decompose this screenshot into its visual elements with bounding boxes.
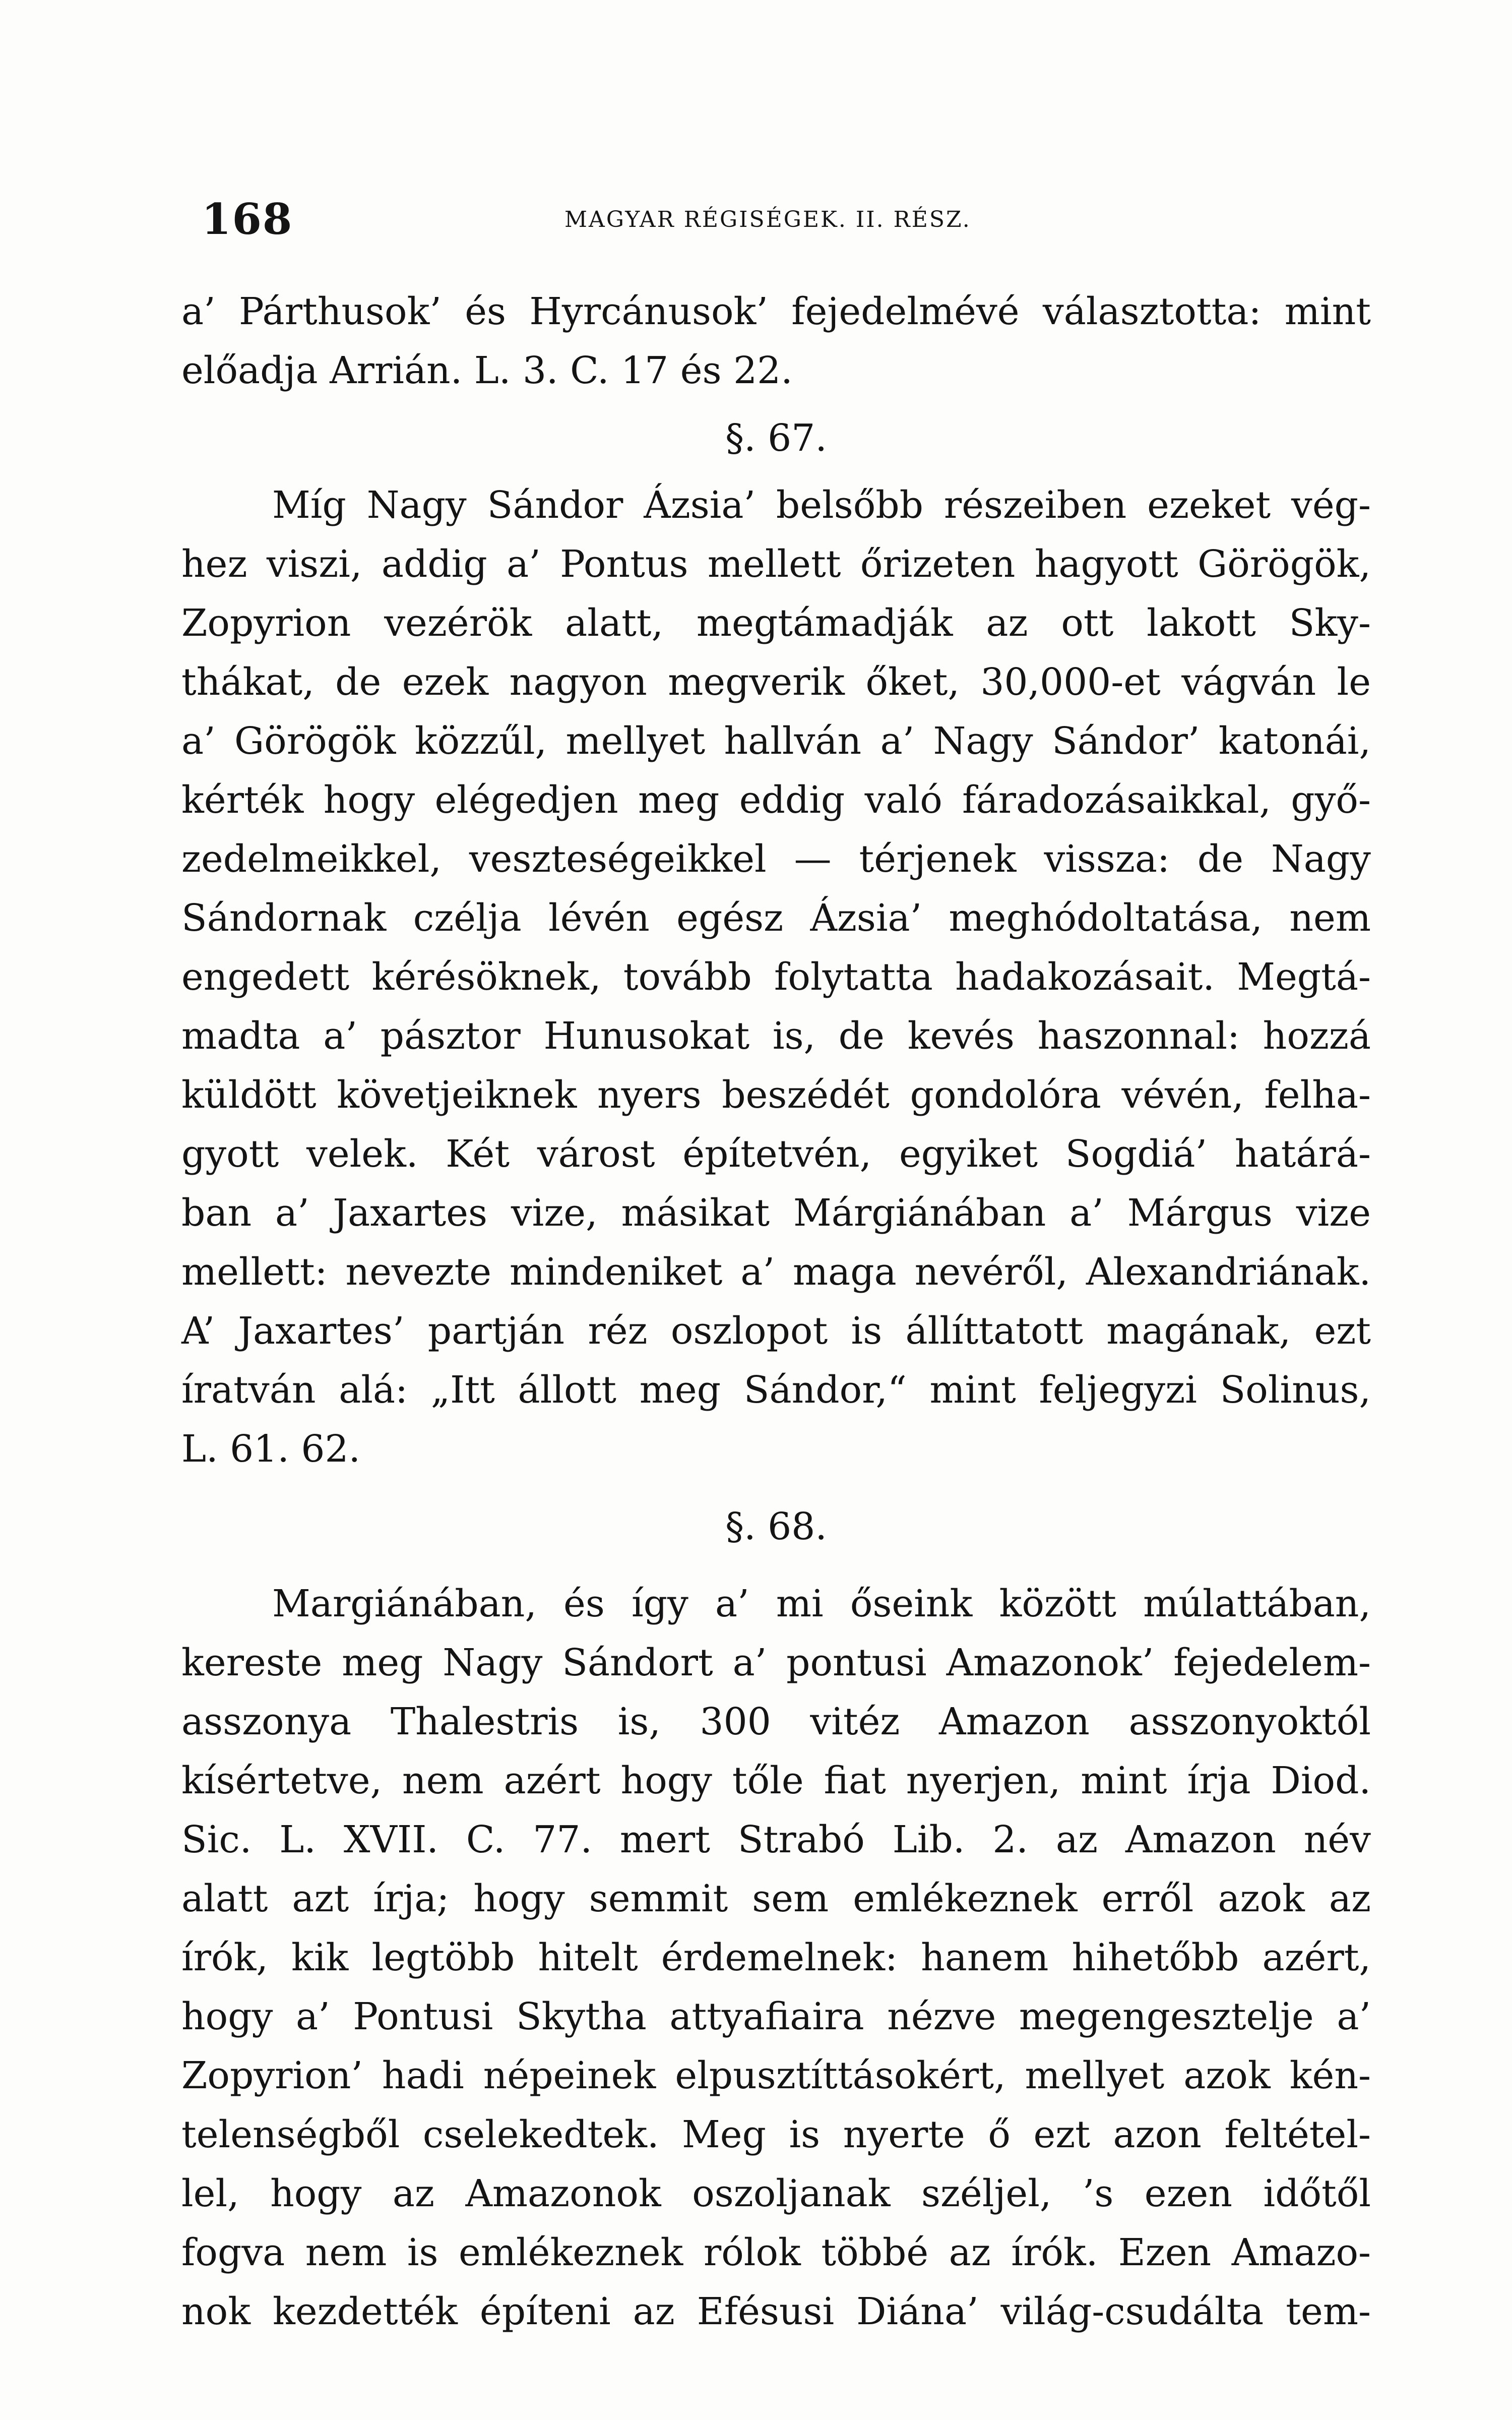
text-line: kérték hogy elégedjen meg eddig való fáradozásaikkal, győ- (181, 778, 1371, 822)
text-line: hez viszi, addig a’ Pontus mellett őrizeten hagyott Görögök, (181, 542, 1371, 586)
page-header (202, 194, 1361, 250)
text-line: alatt azt írja; hogy semmit sem emlékeznek erről azok az (181, 1877, 1371, 1920)
text-line: kísértetve, nem azért hogy tőle fiat nyerjen, mint írja Diod. (181, 1759, 1371, 1802)
text-line: Zopyrion vezérök alatt, megtámadják az ott lakott Sky- (181, 601, 1371, 645)
text-line: előadja Arrián. L. 3. C. 17 és 22. (181, 349, 793, 392)
text-line: küldött követjeiknek nyers beszédét gondolóra vévén, felha- (181, 1073, 1371, 1117)
text-line: nok kezdették építeni az Efésusi Diána’ világ-csudálta tem- (181, 2290, 1371, 2333)
section-heading-68: §. 68. (725, 1505, 827, 1548)
text-line: íratván alá: „Itt állott meg Sándor,“ mint feljegyzi Solinus, (181, 1368, 1371, 1412)
text-line: engedett kérésöknek, tovább folytatta hadakozásait. Megtá- (181, 955, 1371, 999)
text-line: gyott velek. Két várost építetvén, egyiket Sogdiá’ határá- (181, 1132, 1371, 1176)
text-line: thákat, de ezek nagyon megverik őket, 30,000-et vágván le (181, 660, 1371, 704)
text-line: hogy a’ Pontusi Skytha attyafiaira nézve megengesztelje a’ (181, 1995, 1371, 2038)
text-line: telenségből cselekedtek. Meg is nyerte ő ezt azon feltétel- (181, 2113, 1371, 2156)
section-heading-67: §. 67. (725, 416, 827, 460)
text-line: zedelmeikkel, veszteségeikkel — térjenek vissza: de Nagy (181, 837, 1371, 881)
text-line: ban a’ Jaxartes vize, másikat Márgiánában a’ Márgus vize (181, 1191, 1371, 1235)
running-head: MAGYAR RÉGISÉGEK. II. RÉSZ. (564, 207, 971, 232)
text-body (181, 282, 1371, 2341)
text-line: madta a’ pásztor Hunusokat is, de kevés haszonnal: hozzá (181, 1014, 1371, 1058)
text-line: a’ Párthusok’ és Hyrcánusok’ fejedelmévé választotta: mint (181, 290, 1371, 333)
text-line: a’ Görögök közzűl, mellyet hallván a’ Nagy Sándor’ katonái, (181, 719, 1371, 763)
text-line: kereste meg Nagy Sándort a’ pontusi Amazonok’ fejedelem- (181, 1641, 1371, 1684)
text-line: L. 61. 62. (181, 1427, 361, 1471)
text-line: Míg Nagy Sándor Ázsia’ belsőbb részeiben ezeket vég- (272, 483, 1371, 527)
text-line: asszonya Thalestris is, 300 vitéz Amazon asszonyoktól (181, 1700, 1371, 1743)
text-line: Sándornak czélja lévén egész Ázsia’ meghódoltatása, nem (181, 896, 1371, 940)
text-line: Sic. L. XVII. C. 77. mert Strabó Lib. 2. az Amazon név (181, 1818, 1371, 1861)
text-line: írók, kik legtöbb hitelt érdemelnek: hanem hihetőbb azért, (181, 1936, 1371, 1979)
text-line: fogva nem is emlékeznek rólok többé az írók. Ezen Amazo- (181, 2231, 1371, 2274)
text-line: lel, hogy az Amazonok oszoljanak széljel, ’s ezen időtől (181, 2172, 1371, 2215)
text-line: A’ Jaxartes’ partján réz oszlopot is állíttatott magának, ezt (181, 1309, 1371, 1353)
text-line: Margiánában, és így a’ mi őseink között múlattában, (272, 1582, 1371, 1625)
text-line: mellett: nevezte mindeniket a’ maga nevéről, Alexandriának. (181, 1250, 1371, 1294)
text-line: Zopyrion’ hadi népeinek elpusztíttásokért, mellyet azok kén- (181, 2054, 1371, 2097)
page-number: 168 (202, 194, 293, 244)
